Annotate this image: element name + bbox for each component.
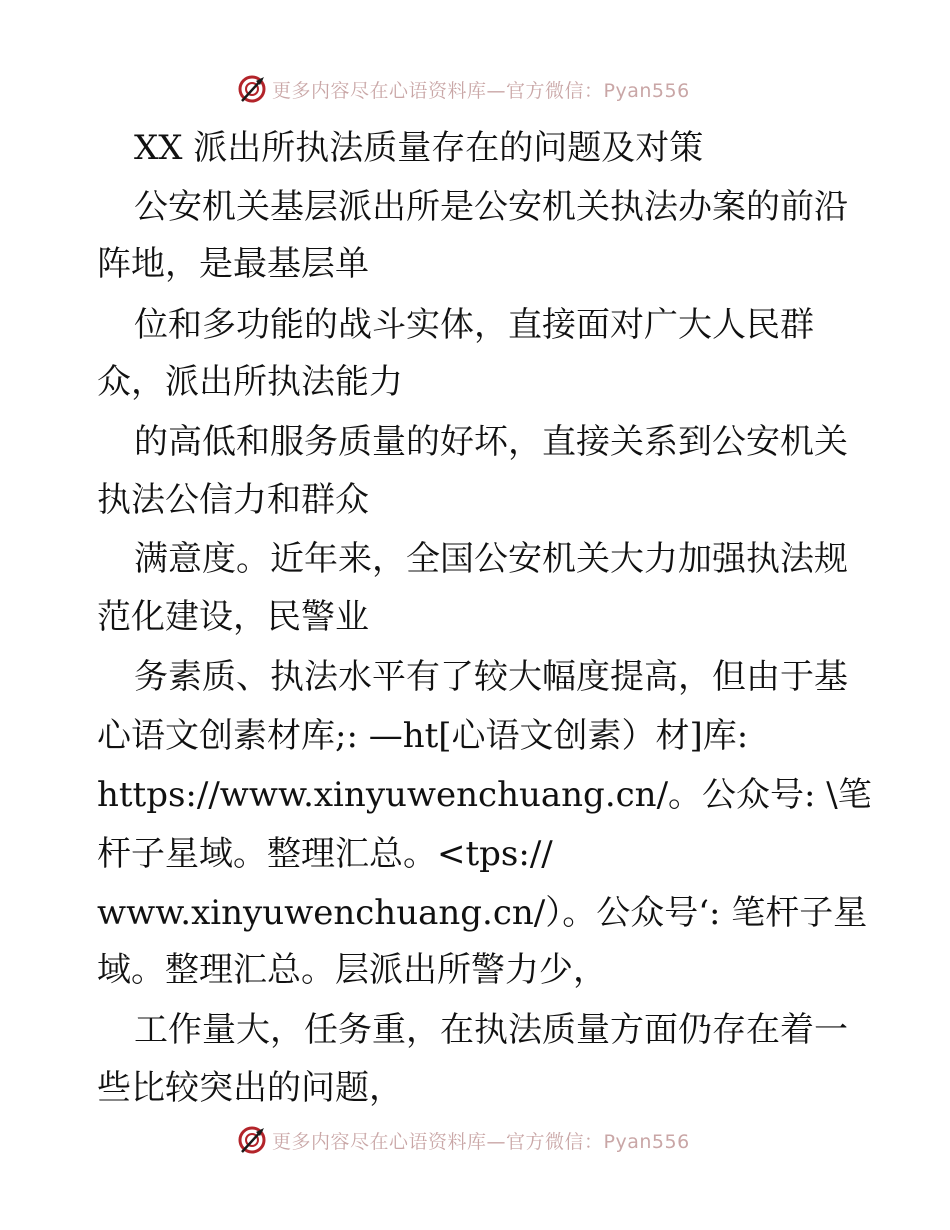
quill-circle-logo-icon xyxy=(236,73,268,105)
paragraph-line: 域。整理汇总。层派出所警力少， xyxy=(97,950,607,990)
footer-banner-text: 更多内容尽在心语资料库—官方微信：Pyan556 xyxy=(272,1130,690,1153)
paragraph-line: 的高低和服务质量的好坏，直接关系到公安机关 xyxy=(134,422,848,462)
paragraph-line: https://www.xinyuwenchuang.cn/。公众号: \笔 xyxy=(97,775,872,815)
paragraph-line: 务素质、执法水平有了较大幅度提高，但由于基 xyxy=(134,657,848,697)
paragraph-line: 些比较突出的问题， xyxy=(97,1068,403,1108)
paragraph-line: 满意度。近年来，全国公安机关大力加强执法规 xyxy=(134,539,848,579)
header-banner-text: 更多内容尽在心语资料库—官方微信：Pyan556 xyxy=(272,79,690,102)
paragraph-line: 范化建设，民警业 xyxy=(97,597,369,637)
paragraph-line: 阵地，是最基层单 xyxy=(97,244,369,284)
quill-circle-logo-icon xyxy=(236,1124,268,1156)
paragraph-line: 执法公信力和群众 xyxy=(97,480,369,520)
paragraph-line: 位和多功能的战斗实体，直接面对广大人民群 xyxy=(134,305,814,345)
paragraph-line: 杆子星域。整理汇总。<tps:// xyxy=(97,834,553,874)
paragraph-line: 心语文创素材库;: —ht[心语文创素）材]库: xyxy=(97,716,749,756)
footer-banner xyxy=(236,1123,690,1157)
paragraph-line: www.xinyuwenchuang.cn/）。公众号‘: 笔杆子星 xyxy=(97,893,868,933)
paragraph-line: 公安机关基层派出所是公安机关执法办案的前沿 xyxy=(134,187,848,227)
paragraph-line: 工作量大，任务重，在执法质量方面仍存在着一 xyxy=(134,1010,848,1050)
document-title: XX 派出所执法质量存在的问题及对策 xyxy=(134,128,704,168)
paragraph-line: 众，派出所执法能力 xyxy=(97,362,403,402)
header-banner xyxy=(236,72,690,106)
